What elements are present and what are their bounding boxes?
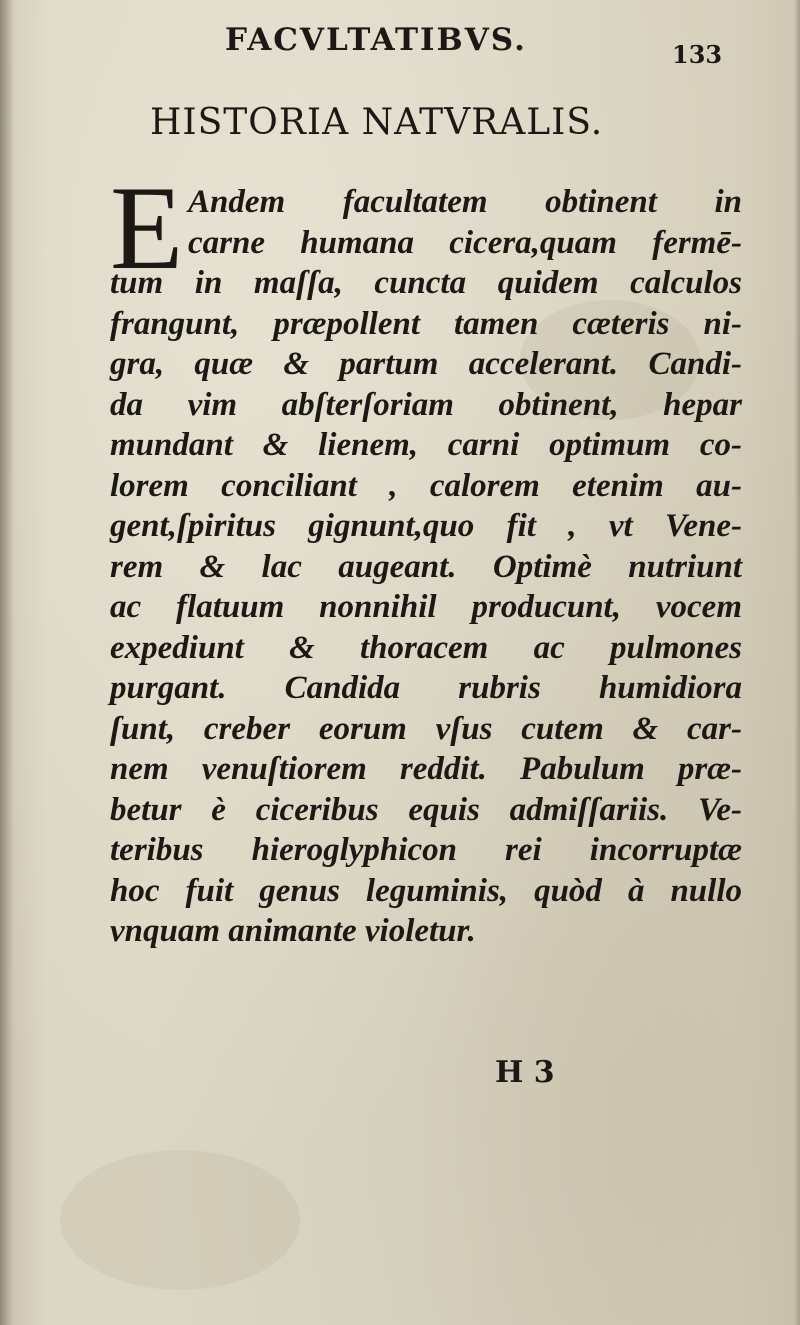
text-line: gent,ſpiritus gignunt,quo fit , vt Vene-: [110, 508, 742, 544]
section-title: HISTORIA NATVRALIS.: [150, 102, 604, 143]
text-line: teribus hieroglyphicon rei incorruptæ: [110, 832, 742, 868]
text-line: tum in maſſa, cuncta quidem calculos: [110, 265, 742, 301]
signature-mark: H 3: [495, 1055, 555, 1090]
paper-stain: [60, 1150, 300, 1290]
body-paragraph: [110, 182, 742, 952]
page-edge: [794, 0, 800, 1325]
text-line: Andem facultatem obtinent in: [188, 184, 742, 220]
text-line: ſunt, creber eorum vſus cutem & car-: [110, 710, 742, 747]
text-line: hoc fuit genus leguminis, quòd à nullo: [110, 872, 742, 909]
text-line: carne humana cicera,quam fermē-: [188, 224, 742, 261]
text-line: gra, quæ & partum accelerant. Candi-: [110, 346, 742, 382]
text-line: nem venuſtiorem reddit. Pabulum præ-: [110, 751, 742, 787]
text-line: frangunt, præpollent tamen cæteris ni-: [110, 305, 742, 342]
text-line: ac flatuum nonnihil producunt, vocem: [110, 589, 742, 625]
text-line: mundant & lienem, carni optimum co-: [110, 427, 742, 463]
page-number: 133: [672, 40, 723, 69]
running-head: FACVLTATIBVS.: [225, 22, 527, 58]
text-line: da vim abſterſoriam obtinent, hepar: [110, 386, 742, 423]
text-line: vnquam animante violetur.: [110, 913, 476, 949]
text-line: purgant. Candida rubris humidiora: [110, 670, 742, 706]
text-line: expediunt & thoracem ac pulmones: [110, 629, 742, 666]
text-line: rem & lac augeant. Optimè nutriunt: [110, 548, 742, 585]
binding-gutter: [0, 0, 14, 1325]
text-line: betur è ciceribus equis admiſſariis. Ve-: [110, 791, 742, 828]
drop-cap-initial: E: [110, 161, 184, 294]
text-line: lorem conciliant , calorem etenim au-: [110, 467, 742, 504]
